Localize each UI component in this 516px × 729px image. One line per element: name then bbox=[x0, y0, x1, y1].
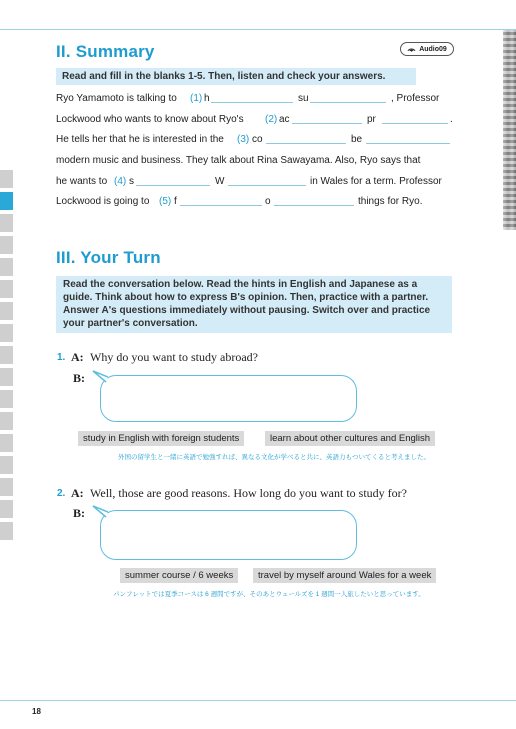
blank-hint: be bbox=[351, 134, 363, 145]
blank-hint: W bbox=[215, 176, 225, 187]
chapter-tab[interactable] bbox=[0, 346, 13, 364]
chapter-tab[interactable] bbox=[0, 390, 13, 408]
blank-hint: pr bbox=[367, 114, 376, 125]
page-number: 18 bbox=[32, 707, 41, 716]
chapter-tab[interactable] bbox=[0, 302, 13, 320]
blank-hint: su bbox=[298, 93, 309, 104]
chapter-tab[interactable] bbox=[0, 236, 13, 254]
question-text: Why do you want to study abroad? bbox=[90, 350, 258, 364]
summary-text: Ryo Yamamoto is talking to bbox=[56, 93, 177, 104]
japanese-hint: パンフレットでは夏季コースは 6 週間ですが、そのあとウェールズを 1 週間一人旅したいと思っています。 bbox=[113, 591, 425, 598]
chapter-tab[interactable] bbox=[0, 258, 13, 276]
chapter-tab[interactable] bbox=[0, 500, 13, 518]
chapter-tab[interactable] bbox=[0, 170, 13, 188]
blank-field[interactable] bbox=[180, 196, 262, 206]
hint-chip: study in English with foreign students bbox=[78, 431, 244, 446]
blank-field[interactable] bbox=[266, 134, 346, 144]
blank-hint: o bbox=[265, 196, 271, 207]
hint-chip: learn about other cultures and English bbox=[265, 431, 435, 446]
bubble-tail bbox=[92, 370, 108, 384]
summary-line-4 bbox=[56, 155, 456, 169]
item-number: 1. bbox=[57, 352, 66, 363]
blank-field[interactable] bbox=[228, 176, 306, 186]
summary-heading: II. Summary bbox=[56, 42, 155, 61]
bubble-tail bbox=[92, 505, 108, 519]
summary-instruction: Read and fill in the blanks 1-5. Then, listen and check your answers. bbox=[56, 68, 416, 85]
speaker-a-label: A: bbox=[71, 486, 84, 500]
photo-strip bbox=[503, 30, 516, 230]
chapter-tab[interactable] bbox=[0, 478, 13, 496]
chapter-tab[interactable] bbox=[0, 214, 13, 232]
summary-line-2 bbox=[56, 114, 456, 128]
chapter-tab[interactable] bbox=[0, 368, 13, 386]
chapter-tab[interactable] bbox=[0, 324, 13, 342]
summary-line-6 bbox=[56, 196, 456, 210]
blank-field[interactable] bbox=[211, 93, 293, 103]
speaker-a-label: A: bbox=[71, 350, 84, 364]
blank-number: (4) bbox=[114, 176, 127, 187]
question-text: Well, those are good reasons. How long do you want to study for? bbox=[90, 486, 407, 500]
your-turn-instruction: Read the conversation below. Read the hints in English and Japanese as a guide. Think about how to express B's opinion. Then, practice with a partner. Answer A's questions immediately without pausing. Switch over and practice your partner's conversation. bbox=[56, 276, 452, 333]
summary-line-3 bbox=[56, 134, 456, 148]
chapter-tab[interactable] bbox=[0, 280, 13, 298]
blank-hint: s bbox=[129, 176, 134, 187]
chapter-tab[interactable] bbox=[0, 412, 13, 430]
summary-line-1 bbox=[56, 93, 456, 107]
summary-text: he wants to bbox=[56, 176, 108, 187]
chapter-tab[interactable] bbox=[0, 522, 13, 540]
blank-field[interactable] bbox=[136, 176, 210, 186]
summary-text: modern music and business. They talk about Rina Sawayama. Also, Ryo says that bbox=[56, 155, 421, 166]
answer-bubble[interactable] bbox=[100, 510, 357, 560]
hint-chip: travel by myself around Wales for a week bbox=[253, 568, 436, 583]
summary-text: , Professor bbox=[391, 93, 440, 104]
blank-field[interactable] bbox=[382, 114, 448, 124]
top-rule bbox=[0, 29, 516, 30]
speaker-b-label: B: bbox=[73, 506, 85, 520]
blank-field[interactable] bbox=[366, 134, 450, 144]
answer-bubble[interactable] bbox=[100, 375, 357, 422]
blank-number: (2) bbox=[265, 114, 278, 125]
bottom-rule bbox=[0, 700, 516, 701]
blank-hint: h bbox=[204, 93, 210, 104]
summary-text: He tells her that he is interested in the bbox=[56, 134, 224, 145]
blank-number: (3) bbox=[237, 134, 250, 145]
summary-line-5 bbox=[56, 176, 456, 190]
blank-hint: ac bbox=[279, 114, 290, 125]
summary-text: . bbox=[450, 114, 453, 125]
blank-number: (5) bbox=[159, 196, 172, 207]
japanese-hint: 外国の留学生と一緒に英語で勉強すれば、異なる文化が学べると共に、英語力もついてくると考えました。 bbox=[118, 454, 430, 461]
blank-hint: co bbox=[252, 134, 263, 145]
blank-number: (1) bbox=[190, 93, 203, 104]
audio-button[interactable] bbox=[400, 42, 454, 56]
chapter-tab[interactable] bbox=[0, 456, 13, 474]
summary-text: Lockwood is going to bbox=[56, 196, 150, 207]
hint-chip: summer course / 6 weeks bbox=[120, 568, 238, 583]
blank-field[interactable] bbox=[310, 93, 386, 103]
blank-hint: f bbox=[174, 196, 177, 207]
blank-field[interactable] bbox=[292, 114, 362, 124]
speaker-b-label: B: bbox=[73, 371, 85, 385]
chapter-tab[interactable] bbox=[0, 434, 13, 452]
chapter-tab-current[interactable] bbox=[0, 192, 13, 210]
blank-field[interactable] bbox=[274, 196, 354, 206]
summary-text: things for Ryo. bbox=[358, 196, 423, 207]
chapter-tabs bbox=[0, 170, 13, 544]
your-turn-heading: III. Your Turn bbox=[56, 248, 161, 267]
summary-text: Lockwood who wants to know about Ryo's bbox=[56, 114, 244, 125]
item-number: 2. bbox=[57, 488, 66, 499]
audio-label: Audio09 bbox=[419, 45, 447, 53]
audio-icon bbox=[407, 45, 416, 53]
summary-text: in Wales for a term. Professor bbox=[310, 176, 442, 187]
